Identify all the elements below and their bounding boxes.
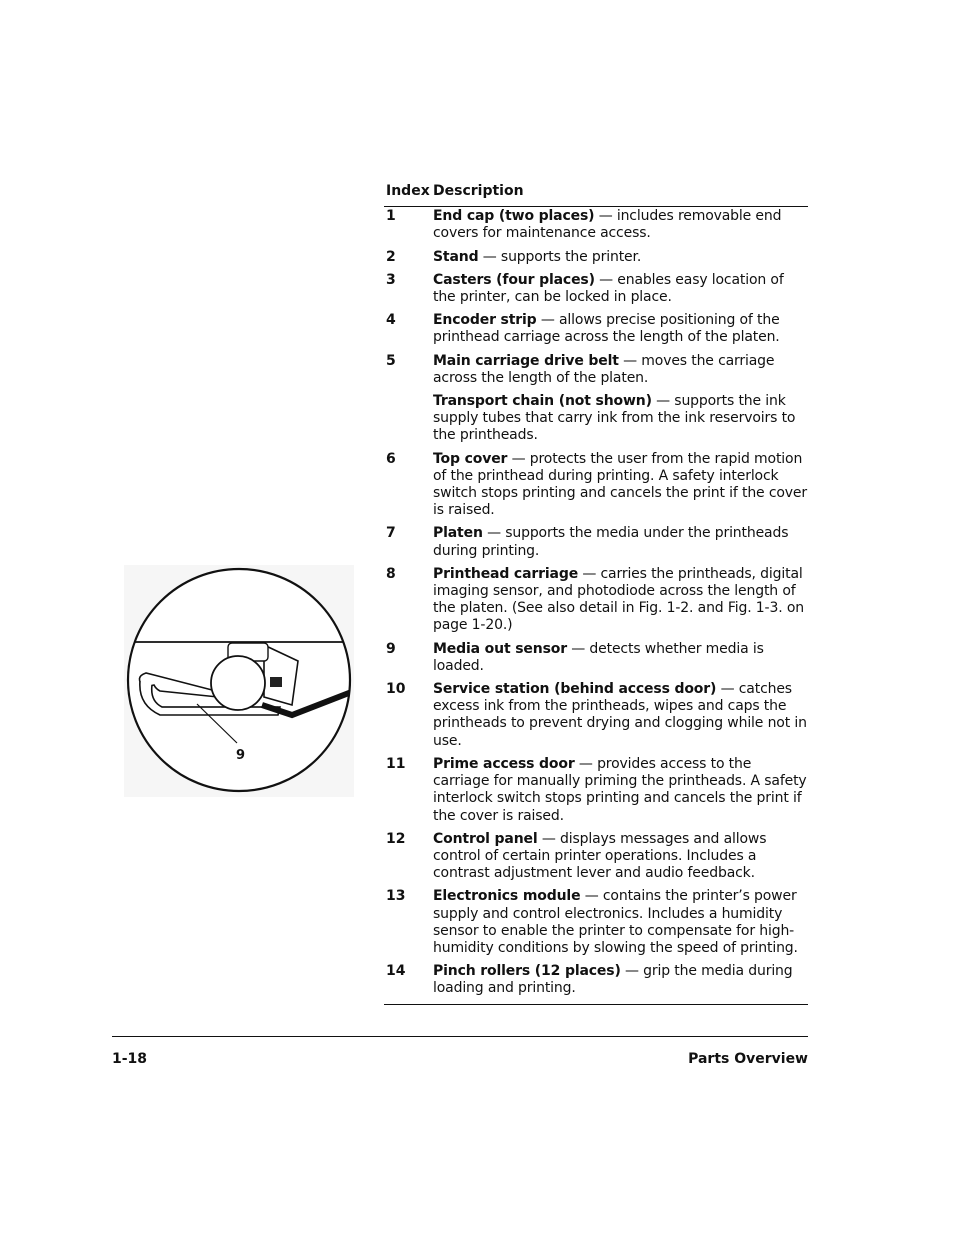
part-description: — grip the media during loading and printing. — [433, 963, 793, 997]
row-description — [433, 353, 808, 387]
part-description: — includes removable end covers for maintenance access. — [433, 208, 782, 242]
row-index: 4 — [386, 312, 396, 329]
table-bottom-rule — [384, 998, 808, 1005]
row-description — [433, 963, 808, 997]
row-index: 2 — [386, 248, 396, 265]
part-description: — supports the printer. — [478, 248, 642, 265]
row-description — [433, 888, 808, 957]
table-row — [384, 353, 808, 387]
row-index: 14 — [386, 963, 406, 980]
table-row — [384, 566, 808, 635]
table-row — [384, 831, 808, 883]
table-row — [384, 393, 808, 445]
part-description: — moves the carriage across the length of the platen. — [433, 352, 775, 386]
part-name: Encoder strip — [433, 312, 537, 329]
row-index: 6 — [386, 450, 396, 467]
row-description — [433, 641, 808, 675]
table-row — [384, 249, 808, 266]
part-description: — supports the ink supply tubes that carry ink from the ink reservoirs to the printheads. — [433, 393, 796, 444]
part-description: — enables easy location of the printer, can be locked in place. — [433, 271, 784, 306]
row-description — [433, 566, 808, 635]
row-index: 7 — [386, 525, 396, 542]
part-name: Pinch rollers (12 places) — [433, 963, 621, 980]
header-index: Index — [386, 183, 430, 199]
table-row — [384, 963, 808, 997]
header-description: Description — [433, 183, 524, 199]
part-name: Transport chain (not shown) — [433, 393, 652, 410]
table-row — [384, 312, 808, 346]
row-description — [433, 525, 808, 559]
part-name: Main carriage drive belt — [433, 352, 619, 369]
table-row — [384, 888, 808, 957]
table-row — [384, 272, 808, 306]
page-number: 1-18 — [112, 1051, 148, 1067]
row-description — [433, 756, 808, 825]
table-body — [384, 208, 808, 997]
row-description — [433, 208, 808, 242]
row-index: 3 — [386, 271, 396, 288]
part-description: — supports the media under the printheads during printing. — [433, 525, 789, 559]
row-description — [433, 312, 808, 346]
part-name: Service station (behind access door) — [433, 681, 717, 698]
row-description — [433, 249, 808, 266]
row-index: 1 — [386, 208, 396, 225]
part-name: Stand — [433, 248, 479, 265]
table-row — [384, 525, 808, 559]
part-name: Platen — [433, 525, 483, 542]
part-name: Printhead carriage — [433, 565, 579, 582]
media-out-sensor-detail-figure — [124, 565, 354, 797]
part-description: — allows precise positioning of the printhead carriage across the length of the platen. — [433, 312, 780, 346]
table-header — [384, 183, 808, 207]
part-name: Casters (four places) — [433, 271, 595, 288]
table-row — [384, 756, 808, 825]
row-index — [384, 393, 433, 445]
row-description — [433, 831, 808, 883]
row-description — [433, 451, 808, 520]
part-description: — carries the printheads, digital imaging sensor, and photodiode across the length of the platen. (See also detail in Fig. 1-2. and Fig. 1-3. on page 1-20.) — [433, 565, 804, 634]
part-description: — provides access to the carriage for manually priming the printheads. A safety interlock switch stops printing and cancels the print if the cover is raised. — [433, 755, 807, 824]
part-name: Control panel — [433, 830, 538, 847]
table-row — [384, 681, 808, 750]
row-description — [433, 681, 808, 750]
row-index: 10 — [386, 681, 406, 698]
part-name: Media out sensor — [433, 640, 567, 657]
row-description — [433, 393, 808, 445]
table-row — [384, 208, 808, 242]
section-title: Parts Overview — [688, 1051, 808, 1067]
table-row — [384, 451, 808, 520]
parts-table — [384, 183, 808, 1005]
row-index: 11 — [386, 755, 406, 772]
part-name: Top cover — [433, 450, 508, 467]
row-index: 13 — [386, 888, 406, 905]
table-row — [384, 641, 808, 675]
part-description: — displays messages and allows control of certain printer operations. Includes a contrast adjustment lever and audio feedback. — [433, 830, 767, 882]
part-description: — protects the user from the rapid motion of the printhead during printing. A safety interlock switch stops printing and cancels the print if the cover is raised. — [433, 450, 807, 519]
row-index: 9 — [386, 640, 396, 657]
row-index: 8 — [386, 565, 396, 582]
part-description: — detects whether media is loaded. — [433, 640, 764, 674]
footer-rule — [112, 1036, 808, 1037]
part-description: — catches excess ink from the printheads, wipes and caps the printheads to prevent drying and clogging while not in use. — [433, 681, 807, 749]
figure-callout: 9 — [236, 748, 246, 763]
part-name: End cap (two places) — [433, 208, 595, 225]
row-description — [433, 272, 808, 306]
part-name: Electronics module — [433, 888, 581, 905]
part-name: Prime access door — [433, 755, 575, 772]
part-description: — contains the printer’s power supply and control electronics. Includes a humidity sensor to enable the printer to compensate for high-humidity conditions by slowing the speed of printing. — [433, 888, 798, 956]
row-index: 12 — [386, 830, 406, 847]
row-index: 5 — [386, 352, 396, 369]
